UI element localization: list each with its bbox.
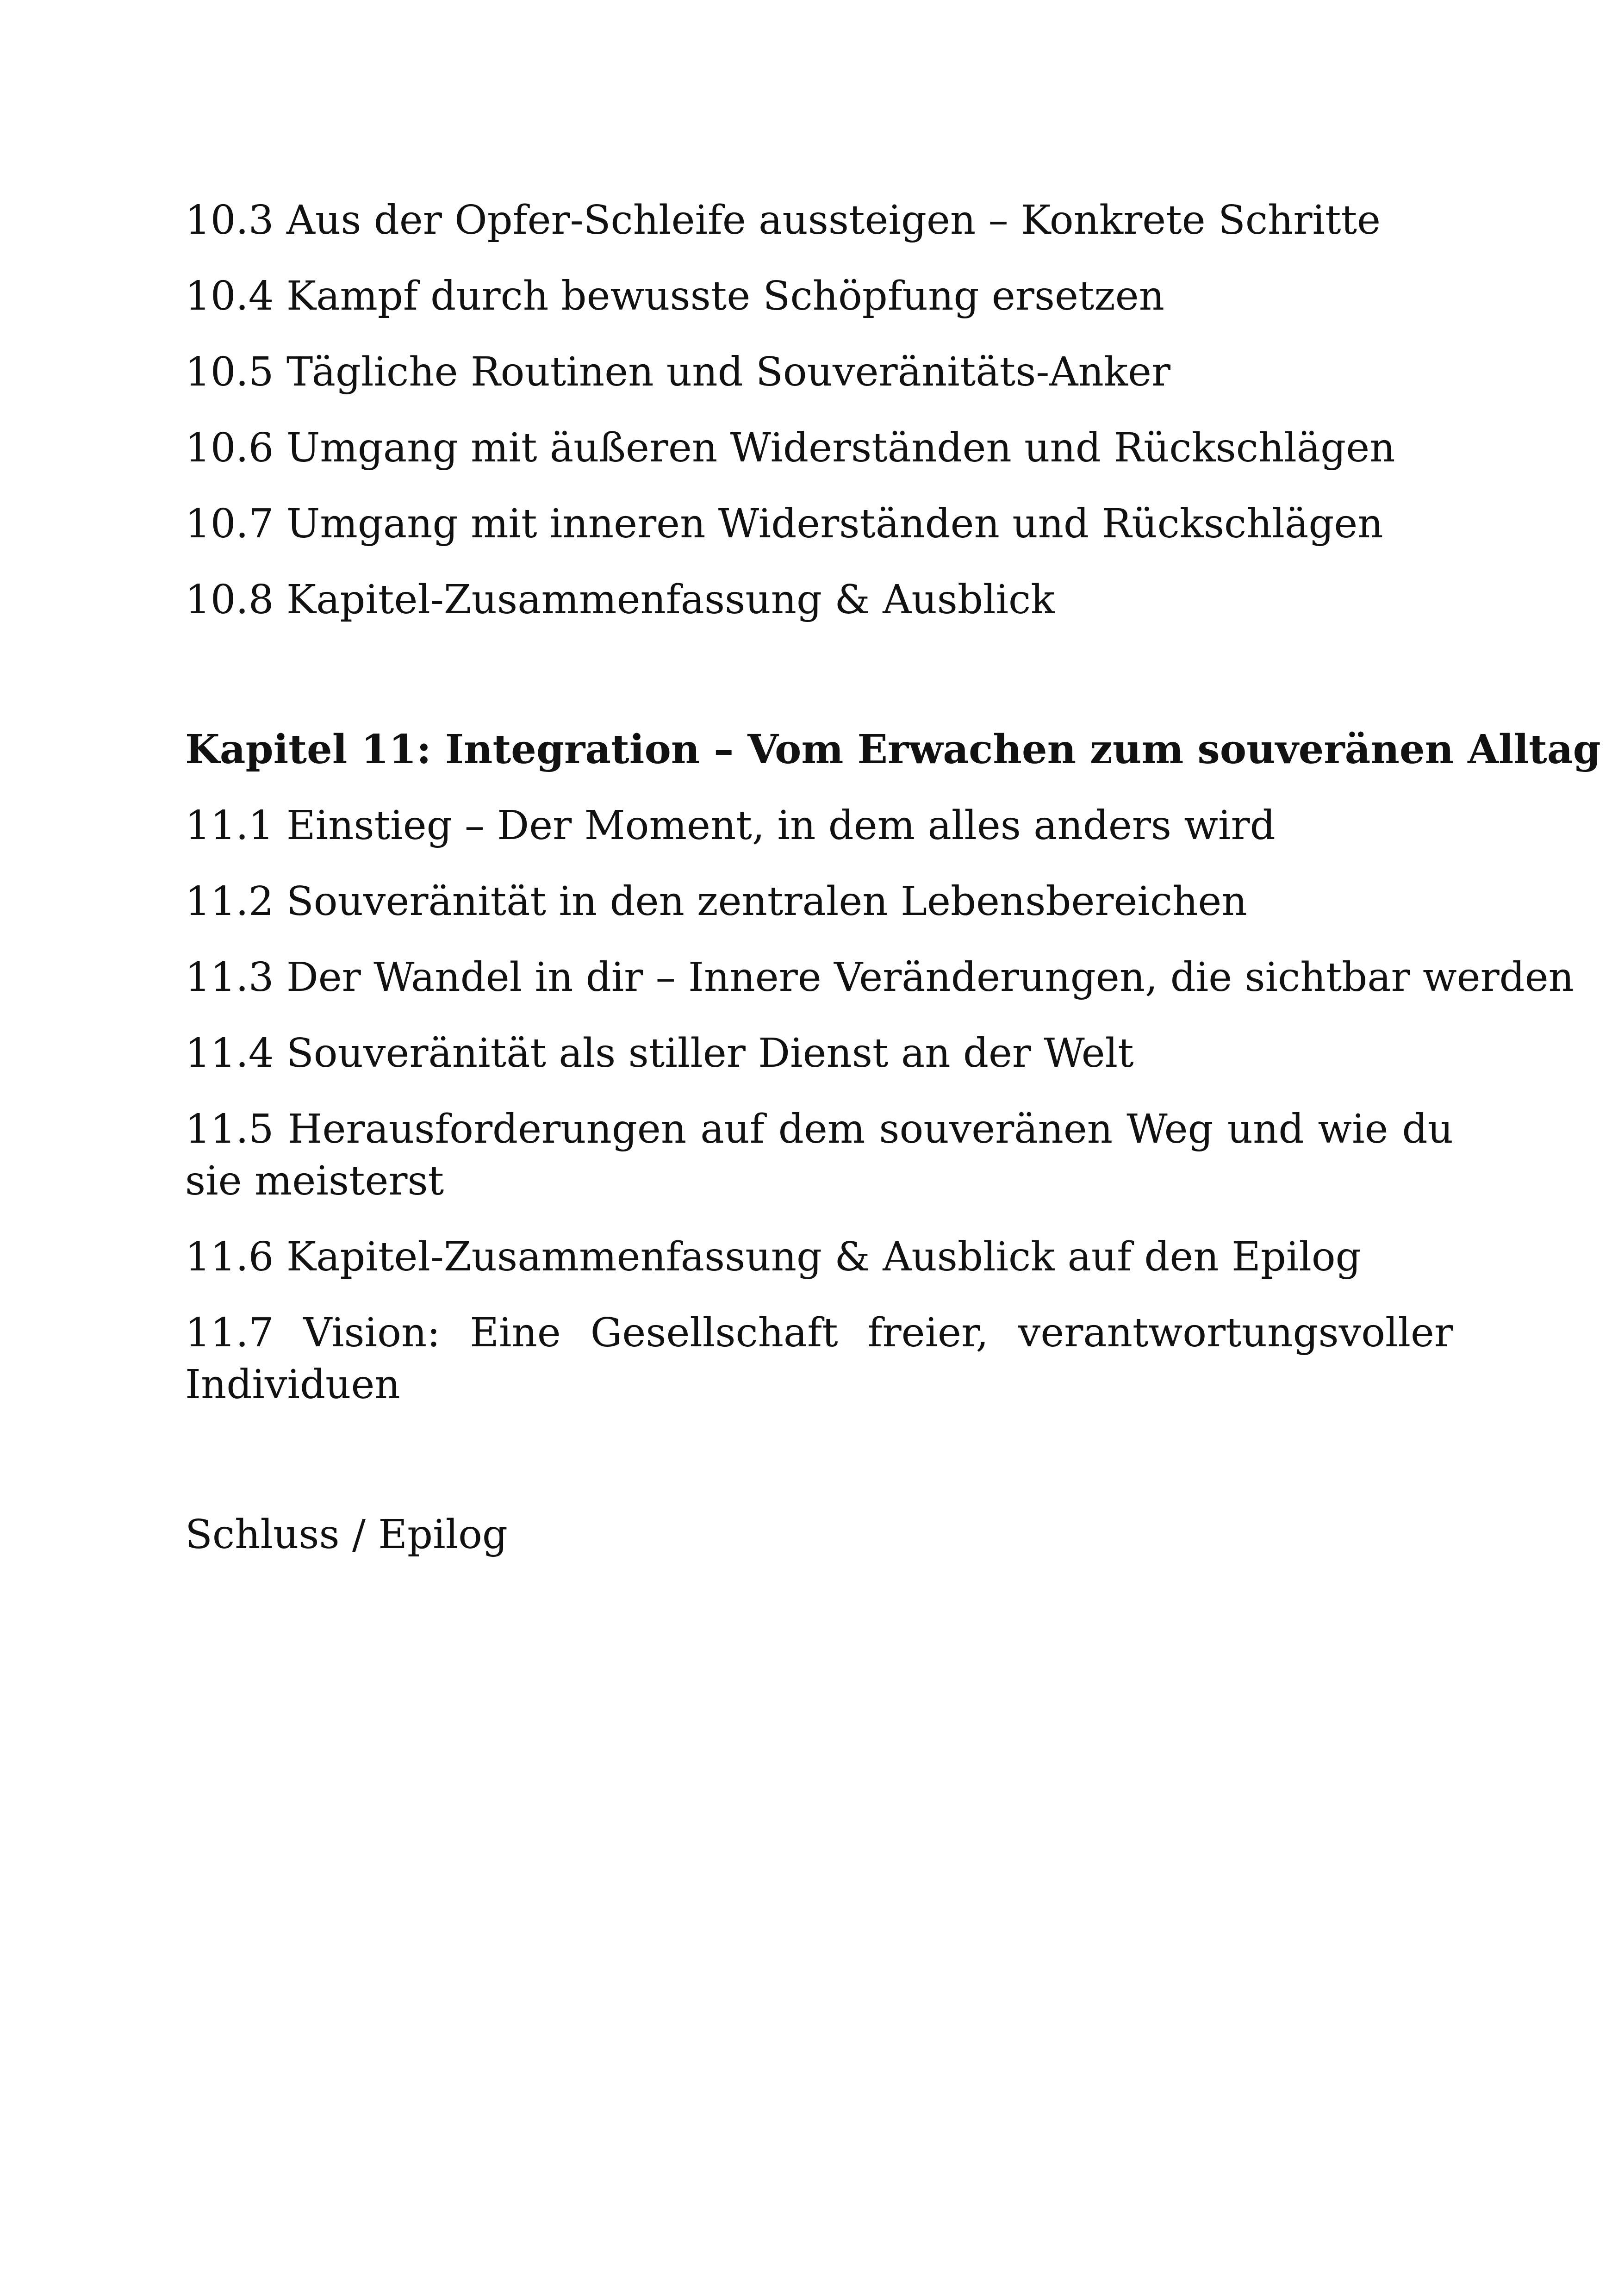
- toc-entry-10-6: 10.6 Umgang mit äußeren Widerständen und Rückschlägen: [185, 425, 1395, 471]
- spacer: [185, 1435, 1453, 1509]
- toc-entry-epilog: Schluss / Epilog: [185, 1512, 508, 1558]
- toc-entry-10-5: 10.5 Tägliche Routinen und Souveränitäts-Anker: [185, 349, 1171, 395]
- toc-entry-10-8: 10.8 Kapitel-Zusammenfassung & Ausblick: [185, 577, 1055, 623]
- toc-entry-11-4: 11.4 Souveränität als stiller Dienst an der Welt: [185, 1030, 1134, 1076]
- spacer: [185, 650, 1453, 724]
- toc-entry-11-7: 11.7 Vision: Eine Gesellschaft freier, verantwortungsvoller Individuen: [185, 1310, 1453, 1408]
- toc-entry-11-1: 11.1 Einstieg – Der Moment, in dem alles anders wird: [185, 803, 1276, 849]
- toc-entry-11-6: 11.6 Kapitel-Zusammenfassung & Ausblick auf den Epilog: [185, 1234, 1361, 1280]
- chapter-11-list: [185, 724, 1601, 1411]
- chapter-11-heading: Kapitel 11: Integration – Vom Erwachen zum souveränen Alltag: [185, 726, 1601, 773]
- toc-entry-11-5: 11.5 Herausforderungen auf dem souveränen Weg und wie du sie meisterst: [185, 1106, 1453, 1204]
- table-of-contents: [185, 194, 1601, 1561]
- toc-entry-10-4: 10.4 Kampf durch bewusste Schöpfung ersetzen: [185, 273, 1165, 319]
- section-10-list: [185, 194, 1453, 626]
- toc-entry-11-2: 11.2 Souveränität in den zentralen Lebensbereichen: [185, 878, 1247, 925]
- toc-entry-11-3: 11.3 Der Wandel in dir – Innere Veränderungen, die sichtbar werden: [185, 954, 1574, 1001]
- toc-entry-10-3: 10.3 Aus der Opfer-Schleife aussteigen – Konkrete Schritte: [185, 197, 1381, 243]
- toc-entry-10-7: 10.7 Umgang mit inneren Widerständen und Rückschlägen: [185, 501, 1383, 547]
